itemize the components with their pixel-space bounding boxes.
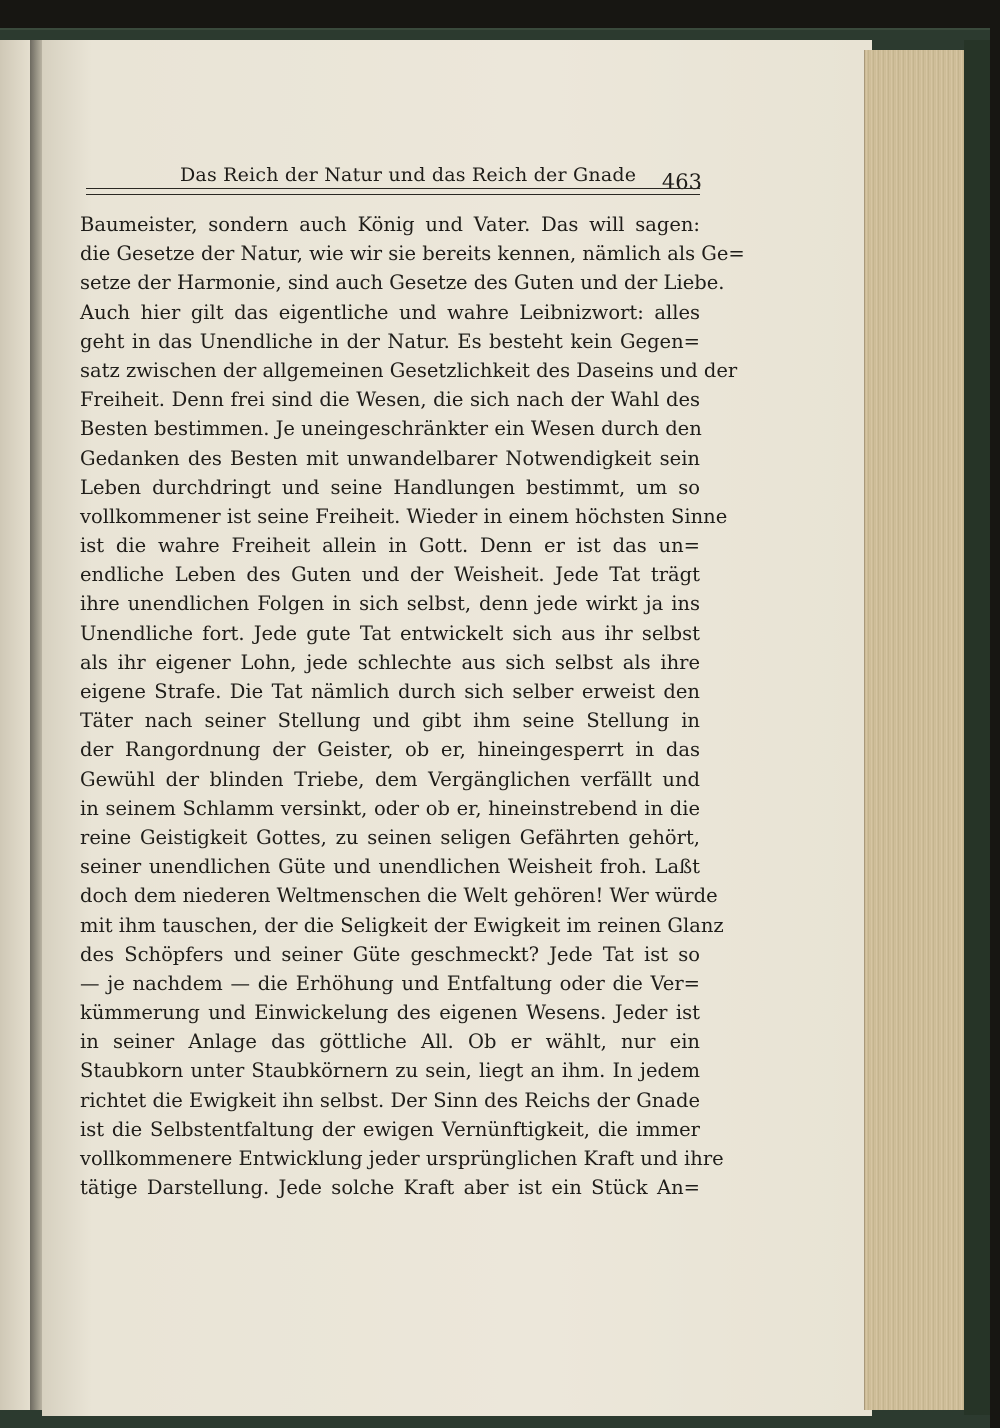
text-line: ihre unendlichen Folgen in sich selbst, denn jede wirkt ja ins (80, 592, 700, 616)
text-line: geht in das Unendliche in der Natur. Es besteht kein Gegen= (80, 329, 700, 353)
left-page-edge (0, 40, 30, 1410)
text-line: Leben durchdringt und seine Handlungen bestimmt, um so (80, 475, 700, 499)
text-line: doch dem niederen Weltmenschen die Welt gehören! Wer würde (80, 884, 718, 908)
page-number: 463 (661, 170, 702, 194)
text-line: reine Geistigkeit Gottes, zu seinen seligen Gefährten gehört, (80, 825, 700, 849)
text-line: satz zwischen der allgemeinen Gesetzlichkeit des Daseins und der (80, 358, 738, 382)
text-line: die Gesetze der Natur, wie wir sie bereits kennen, nämlich als Ge= (80, 242, 745, 266)
page-edges (864, 50, 965, 1410)
book-gutter (30, 40, 42, 1410)
text-line: Gewühl der blinden Triebe, dem Vergänglichen verfällt und (80, 767, 700, 791)
text-line: als ihr eigener Lohn, jede schlechte aus sich selbst als ihre (80, 650, 700, 674)
text-line: in seinem Schlamm versinkt, oder ob er, hineinstrebend in die (80, 796, 700, 820)
text-line: — je nachdem — die Erhöhung und Entfaltung oder die Ver= (80, 971, 700, 995)
text-line: der Rangordnung der Geister, ob er, hineingesperrt in das (80, 738, 700, 762)
text-line: setze der Harmonie, sind auch Gesetze des Guten und der Liebe. (80, 271, 725, 295)
text-line: vollkommenere Entwicklung jeder ursprünglichen Kraft und ihre (80, 1147, 724, 1170)
running-head (86, 158, 702, 202)
text-line: Freiheit. Denn frei sind die Wesen, die sich nach der Wahl des (80, 388, 700, 412)
text-line: Staubkorn unter Staubkörnern zu sein, liegt an ihm. In jedem (80, 1059, 700, 1083)
text-line: Baumeister, sondern auch König und Vater. Das will sagen: (80, 213, 700, 236)
text-line: Auch hier gilt das eigentliche und wahre Leibnizwort: alles (80, 300, 700, 324)
body-text (80, 210, 745, 1202)
text-line: Gedanken des Besten mit unwandelbarer Notwendigkeit sein (80, 446, 700, 470)
text-line: vollkommener ist seine Freiheit. Wieder in einem höchsten Sinne (80, 504, 728, 528)
text-line: in seiner Anlage das göttliche All. Ob er wählt, nur ein (80, 1030, 700, 1054)
text-line: richtet die Ewigkeit ihn selbst. Der Sinn des Reichs der Gnade (80, 1088, 700, 1112)
text-line: des Schöpfers und seiner Güte geschmeckt? Jede Tat ist so (80, 942, 700, 966)
running-title: Das Reich der Natur und das Reich der Gnade (180, 164, 637, 186)
text-line: Unendliche fort. Jede gute Tat entwickelt sich aus ihr selbst (80, 621, 700, 645)
text-line: seiner unendlichen Güte und unendlichen Weisheit froh. Laßt (80, 855, 700, 879)
cover-board-edge (964, 40, 990, 1415)
text-line: Täter nach seiner Stellung und gibt ihm seine Stellung in (80, 709, 700, 733)
text-line: eigene Strafe. Die Tat nämlich durch sich selber erweist den (80, 680, 700, 703)
text-line: kümmerung und Einwickelung des eigenen Wesens. Jeder ist (80, 1001, 700, 1025)
text-line: ist die Selbstentfaltung der ewigen Vernünftigkeit, die immer (80, 1117, 700, 1141)
text-line: endliche Leben des Guten und der Weisheit. Jede Tat trägt (80, 563, 700, 587)
header-rule (86, 188, 700, 195)
text-line: mit ihm tauschen, der die Seligkeit der Ewigkeit im reinen Glanz (80, 913, 724, 937)
text-line: ist die wahre Freiheit allein in Gott. Denn er ist das un= (80, 534, 700, 558)
text-line: Besten bestimmen. Je uneingeschränkter ein Wesen durch den (80, 417, 702, 441)
text-line: tätige Darstellung. Jede solche Kraft aber ist ein Stück An= (80, 1176, 700, 1200)
